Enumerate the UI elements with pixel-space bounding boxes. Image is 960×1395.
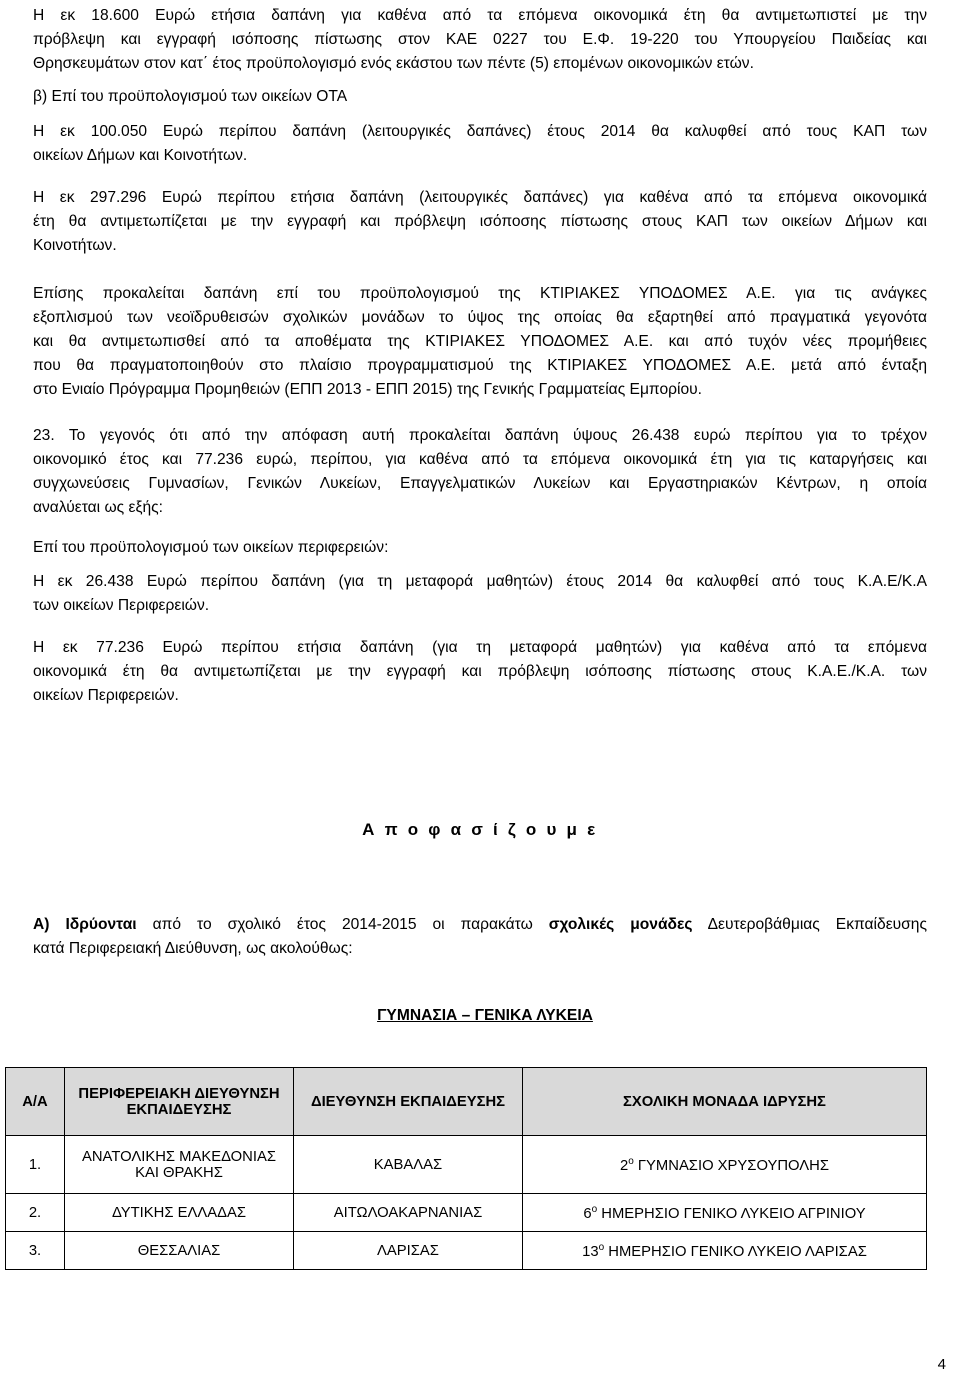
col-header-directorate: ΔΙΕΥΘΥΝΣΗ ΕΚΠΑΙΔΕΥΣΗΣ [294,1068,523,1136]
text-line: Η εκ 18.600 Ευρώ ετήσια δαπάνη για καθένα από τα επόμενα οικονομικά έτη θα αντιμετωπιστεί με την [33,7,927,24]
text-line [33,913,927,937]
text-line: Επίσης προκαλείται δαπάνη επί του προϋπολογισμού της ΚΤΙΡΙΑΚΕΣ ΥΠΟΔΟΜΕΣ Α.Ε. για τις ανάγκες [33,285,927,302]
table-header-row [6,1068,927,1136]
text-line: οικείων Δήμων και Κοινοτήτων. [33,147,248,164]
cell-num: 3. [6,1232,65,1270]
section-a-text: από το σχολικό έτος 2014-2015 οι παρακάτω [136,916,549,933]
table-row [6,1232,927,1270]
school-number: 6 [583,1205,592,1222]
cell-school [523,1136,927,1194]
col-header-region: ΠΕΡΙΦΕΡΕΙΑΚΗ ΔΙΕΥΘΥΝΣΗ ΕΚΠΑΙΔΕΥΣΗΣ [65,1068,294,1136]
paragraph-expense-77236 [33,636,927,708]
cell-directorate: ΚΑΒΑΛΑΣ [294,1136,523,1194]
school-name: ΓΥΜΝΑΣΙΟ ΧΡΥΣΟΥΠΟΛΗΣ [633,1157,829,1174]
school-name: ΗΜΕΡΗΣΙΟ ΓΕΝΙΚΟ ΛΥΚΕΙΟ ΑΓΡΙΝΙΟΥ [597,1205,866,1222]
text-line: οικονομικά έτη θα αντιμετωπίζεται με την εγγραφή και πρόβλεψη ισόποσης πίστωσης στους Κ.Α.Ε./Κ.Α. των [33,663,927,680]
paragraph-ota-heading: β) Επί του προϋπολογισμού των οικείων ΟΤΑ [33,88,348,105]
text-line: Η εκ 297.296 Ευρώ περίπου ετήσια δαπάνη (λειτουργικές δαπάνες) για καθένα από τα επόμενα οικονομικά [33,189,927,206]
text-line: Η εκ 100.050 Ευρώ περίπου δαπάνη (λειτουργικές δαπάνες) έτους 2014 θα καλυφθεί από τους ΚΑΠ των [33,123,927,140]
cell-directorate: ΑΙΤΩΛΟΑΚΑΡΝΑΝΙΑΣ [294,1194,523,1232]
text-line: Η εκ 77.236 Ευρώ περίπου ετήσια δαπάνη (για τη μεταφορά μαθητών) για καθένα από τα επόμενα [33,639,927,656]
paragraph-expense-18600 [33,4,927,76]
cell-region: ΔΥΤΙΚΗΣ ΕΛΛΑΔΑΣ [65,1194,294,1232]
text-line: οικονομικό έτος και 77.236 ευρώ, περίπου, για καθένα από τα επόμενα οικονομικά έτη για τις καταργήσεις και [33,451,927,468]
ordinal-suffix: ο [598,1241,605,1253]
table-row [6,1194,927,1232]
school-number: 2 [620,1157,629,1174]
section-a-bold-founded: Ιδρύονται [65,916,137,933]
text-line: κατά Περιφερειακή Διεύθυνση, ως ακολούθως: [33,940,353,957]
cell-directorate: ΛΑΡΙΣΑΣ [294,1232,523,1270]
text-line: συγχωνεύσεις Γυμνασίων, Γενικών Λυκείων, Επαγγελματικών Λυκείων και Εργαστηριακών Κέντρων, η οποία [33,475,927,492]
text-line: στο Ενιαίο Πρόγραμμα Προμηθειών (ΕΠΠ 2013 - ΕΠΠ 2015) της Γενικής Γραμματείας Εμπορίου. [33,381,703,398]
text-line: και θα αντιμετωπισθεί από τα αποθέματα της ΚΤΙΡΙΑΚΕΣ ΥΠΟΔΟΜΕΣ Α.Ε. και από τυχόν νέες προμήθειες [33,333,927,350]
cell-num: 2. [6,1194,65,1232]
section-a-bold-units: σχολικές μονάδες [548,916,693,933]
paragraph-expense-26438 [33,570,927,618]
text-line: που θα πραγματοποιηθούν στο πλαίσιο προγραμματισμού της ΚΤΙΡΙΑΚΕΣ ΥΠΟΔΟΜΕΣ Α.Ε. μετά από ένταξη [33,357,927,374]
ordinal-suffix: ο [591,1203,598,1215]
text-line: των οικείων Περιφερειών. [33,597,210,614]
cell-region: ΘΕΣΣΑΛΙΑΣ [65,1232,294,1270]
schools-table [5,1067,927,1270]
page-number: 4 [937,1356,946,1373]
paragraph-regions-heading: Επί του προϋπολογισμού των οικείων περιφερειών: [33,539,389,556]
text-line: οικείων Περιφερειών. [33,687,179,704]
text-line: έτη θα αντιμετωπίζεται με την εγγραφή και πρόβλεψη ισόποσης πίστωσης στους ΚΑΠ των οικείων Δήμων και [33,213,927,230]
ordinal-suffix: ο [628,1155,634,1167]
school-number: 13 [582,1243,599,1260]
school-name: ΗΜΕΡΗΣΙΟ ΓΕΝΙΚΟ ΛΥΚΕΙΟ ΛΑΡΙΣΑΣ [604,1243,867,1260]
subheading-gymnasia-lykeia: ΓΥΜΝΑΣΙΑ – ΓΕΝΙΚΑ ΛΥΚΕΙΑ [377,1007,593,1024]
text-line: αναλύεται ως εξής: [33,499,163,516]
text-line: εξοπλισμού των νεοϊδρυθεισών σχολικών μονάδων το ύψος της οποίας θα εξαρτηθεί από πραγματικά γεγονότα [33,309,927,326]
text-line: Θρησκευμάτων στον κατ΄ έτος προϋπολογισμό ενός εκάστου των πέντε (5) επομένων οικονομικών ετών. [33,55,754,72]
text-line: 23. Το γεγονός ότι από την απόφαση αυτή προκαλείται δαπάνη ύψους 26.438 ευρώ περίπου για το τρέχον [33,427,927,444]
paragraph-ktiriakes-ypodomes [33,282,927,402]
paragraph-expense-100050 [33,120,927,168]
cell-school [523,1194,927,1232]
section-a-text: Δευτεροβάθμιας Εκπαίδευσης [692,916,927,933]
section-a-label: Α) [33,916,50,933]
text-line: Κοινοτήτων. [33,237,117,254]
text-line: Η εκ 26.438 Ευρώ περίπου δαπάνη (για τη μεταφορά μαθητών) έτους 2014 θα καλυφθεί από τους Κ.Α.Ε/Κ.Α [33,573,927,590]
col-header-school: ΣΧΟΛΙΚΗ ΜΟΝΑΔΑ ΙΔΡΥΣΗΣ [523,1068,927,1136]
cell-school [523,1232,927,1270]
decision-title: Α π ο φ α σ ί ζ ο υ μ ε [362,820,598,839]
paragraph-expense-297296 [33,186,927,258]
text-line: πρόβλεψη και εγγραφή ισόποσης πίστωσης στον ΚΑΕ 0227 του Ε.Φ. 19-220 του Υπουργείου Παιδείας και [33,31,927,48]
col-header-num: Α/Α [6,1068,65,1136]
paragraph-item-23 [33,424,927,520]
cell-region: ΑΝΑΤΟΛΙΚΗΣ ΜΑΚΕΔΟΝΙΑΣ ΚΑΙ ΘΡΑΚΗΣ [65,1136,294,1194]
cell-num: 1. [6,1136,65,1194]
table-row [6,1136,927,1194]
section-a-paragraph [33,913,927,961]
